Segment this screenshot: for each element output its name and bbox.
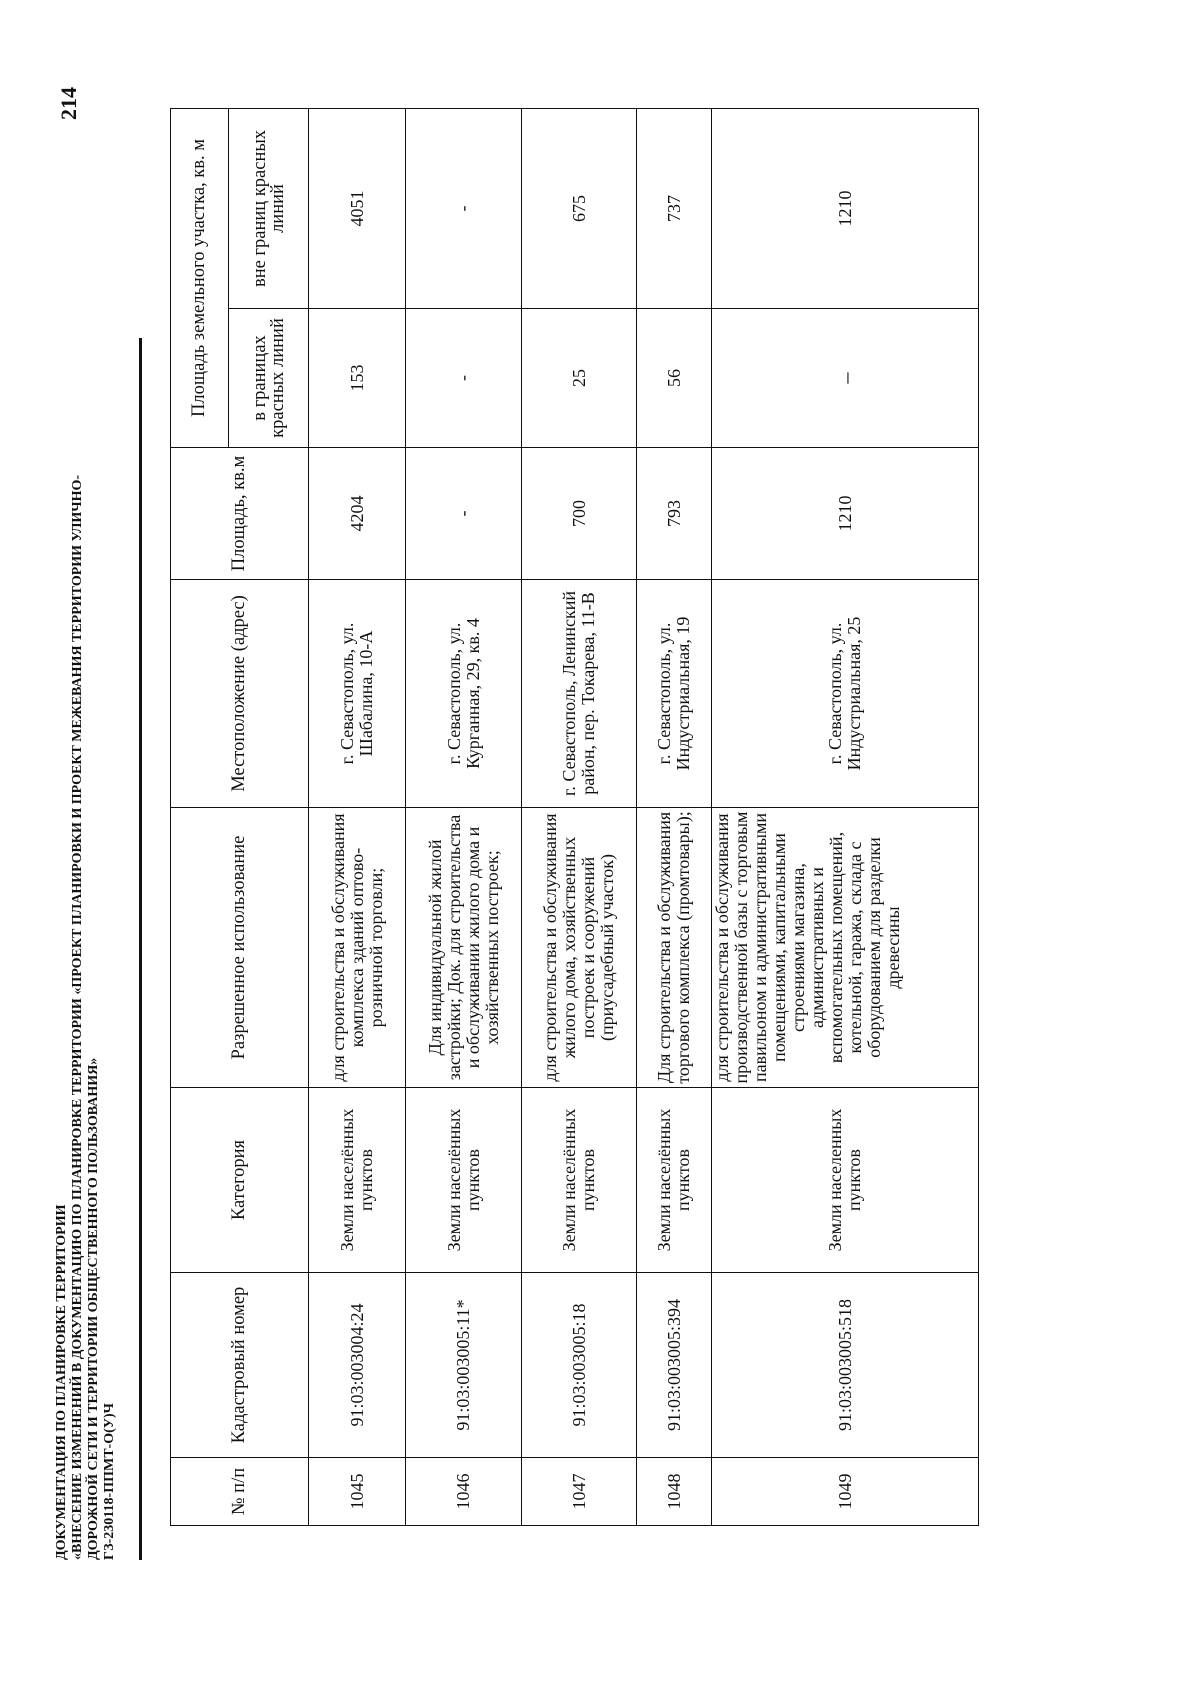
header-rule <box>139 338 142 1560</box>
document-header <box>54 360 118 1560</box>
cell-category: Земли населенных пунктов <box>712 1088 979 1273</box>
header-plot-area: Площадь земельного участка, кв. м <box>171 108 229 447</box>
cell-outside: - <box>406 108 522 308</box>
cell-inside: – <box>712 309 979 448</box>
cell-category: Земли населённых пунктов <box>406 1088 522 1273</box>
header-area: Площадь, кв.м <box>171 448 309 580</box>
cell-outside: 675 <box>522 108 637 308</box>
header-category: Категория <box>171 1088 309 1273</box>
cell-inside: 153 <box>309 309 406 448</box>
cell-address: г. Севастополь, ул. Индустриальная, 19 <box>637 580 712 808</box>
header-line-1: ДОКУМЕНТАЦИЯ ПО ПЛАНИРОВКЕ ТЕРРИТОРИИ <box>54 1204 69 1560</box>
cell-inside: 25 <box>522 309 637 448</box>
header-inside: в границах красных линий <box>229 309 309 448</box>
cell-inside: 56 <box>637 309 712 448</box>
cell-num: 1047 <box>522 1458 637 1526</box>
cell-area: 4204 <box>309 448 406 580</box>
cell-area: 793 <box>637 448 712 580</box>
cell-address: г. Севастополь, ул. Индустриальная, 25 <box>712 580 979 808</box>
table-row <box>712 108 979 1525</box>
cell-cadastral: 91:03:003004:24 <box>309 1273 406 1458</box>
cell-num: 1049 <box>712 1458 979 1526</box>
header-line-3: ДОРОЖНОЙ СЕТИ И ТЕРРИТОРИИ ОБЩЕСТВЕННОГО ПОЛЬЗОВАНИЯ» <box>86 1057 101 1560</box>
cell-use: Для строительства и обслуживания торгового комплекса (промтовары); <box>637 808 712 1088</box>
cell-cadastral: 91:03:003005:18 <box>522 1273 637 1458</box>
cell-category: Земли населённых пунктов <box>637 1088 712 1273</box>
cell-address: г. Севастополь, ул. Курганная, 29, кв. 4 <box>406 580 522 808</box>
cell-use: Для индивидуальной жилой застройки; Док. для строительства и обслуживании жилого дома и хозяйственных построек; <box>406 808 522 1088</box>
cell-cadastral: 91:03:003005:11* <box>406 1273 522 1458</box>
header-cadastral: Кадастровый номер <box>171 1273 309 1458</box>
cell-outside: 4051 <box>309 108 406 308</box>
cell-cadastral: 91:03:003005:394 <box>637 1273 712 1458</box>
header-address: Местоположение (адрес) <box>171 580 309 808</box>
cell-use: для строительства и обслуживания жилого дома, хозяйственных построек и сооружений (приусадебный участок) <box>522 808 637 1088</box>
header-line-4: ГЗ-230118-ППМТ-О(У)Ч <box>102 1403 117 1560</box>
cell-inside: - <box>406 309 522 448</box>
header-num: № п/п <box>171 1458 309 1526</box>
cell-num: 1045 <box>309 1458 406 1526</box>
cell-area: 1210 <box>712 448 979 580</box>
header-line-2: «ВНЕСЕНИЕ ИЗМЕНЕНИЙ В ДОКУМЕНТАЦИЮ ПО ПЛАНИРОВКЕ ТЕРРИТОРИИ «ПРОЕКТ ПЛАНИРОВКИ И ПРОЕКТ МЕЖЕВАНИЯ ТЕРРИТОРИИ УЛИЧНО- <box>70 474 85 1560</box>
page-number: 214 <box>56 87 81 120</box>
cell-category: Земли населённых пунктов <box>309 1088 406 1273</box>
header-outside: вне границ красных линий <box>229 108 309 308</box>
cell-outside: 737 <box>637 108 712 308</box>
cell-num: 1048 <box>637 1458 712 1526</box>
table-row <box>309 108 406 1525</box>
cell-address: г. Севастополь, ул. Шабалина, 10-А <box>309 580 406 808</box>
cell-category: Земли населённых пунктов <box>522 1088 637 1273</box>
table-row <box>637 108 712 1525</box>
cell-area: - <box>406 448 522 580</box>
table-row <box>406 108 522 1525</box>
land-plots-table <box>170 108 979 1526</box>
cell-use: для строительства и обслуживания производственной базы с торговым павильоном и административными помещениями, капитальными строениями магазина, административных и вспомогательных помещений, котельной, гаража, склада с оборудованием для разделки древесины <box>712 808 979 1088</box>
cell-area: 700 <box>522 448 637 580</box>
header-use: Разрешенное использование <box>171 808 309 1088</box>
cell-num: 1046 <box>406 1458 522 1526</box>
cell-outside: 1210 <box>712 108 979 308</box>
cell-use: для строительства и обслуживания комплекса зданий оптово-розничной торговли; <box>309 808 406 1088</box>
table-row <box>522 108 637 1525</box>
cell-address: г. Севастополь, Ленинский район, пер. Токарева, 11-В <box>522 580 637 808</box>
cell-cadastral: 91:03:003005:518 <box>712 1273 979 1458</box>
